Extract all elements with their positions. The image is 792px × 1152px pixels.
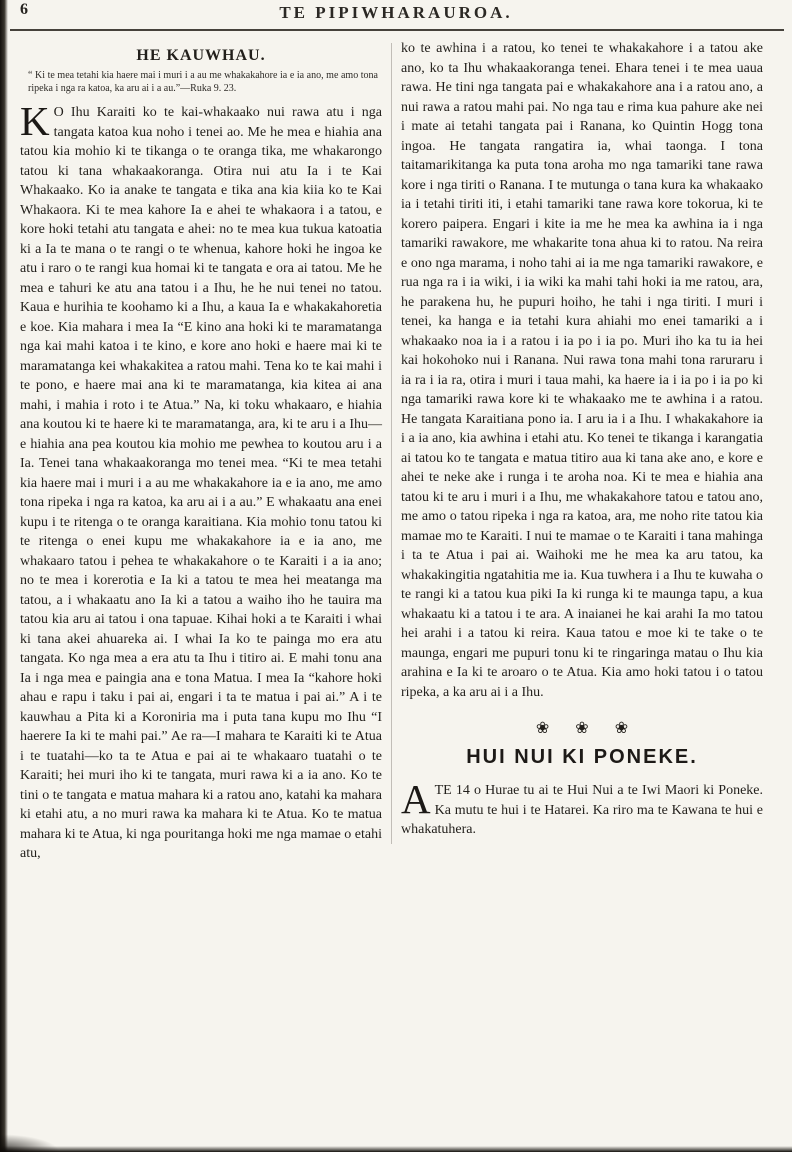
right-column — [401, 39, 763, 864]
article1-body-right-text: ko te awhina i a ratou, ko tenei te whakakahore i a tatou ake ano, ko ta Ihu whakaakoranga tenei. Ehara tenei i te mea uaua rawa. He tini nga tangata pai e whakakahore ana i a ratou ano, a nui rawa a ratou mahi pai. No nga tau e rima kua pahure ake nei i mate ai tetahi tangata pai i Ranana, ko Quintin Hogg tona ingoa. He tangata rangatira ia, whai taonga. I tona taitamarikitanga ka puta tona aroha mo nga tamariki tane rawa kore i nga tiriti o Ranana. I te mutunga o tana kura ka whakaako ia i tetahi tiriti iti, i etahi tamariki tane rawa kore tokorua, ki te korero paipera. Engari i kite ia me he mea ka awhina ia i nga tamariki rawakore, me whakarite tona ahua ki to ratou. Na reira e ono nga marama, i noho tahi ai ia me nga tamariki rawakore, e rua nga ra i ia wiki, i ia wiki ka mahi tahi hoki ia me ratou, ara, he parakena hu, he pupuri hoiho, he tahi i nga tiriti. I muri i tenei, ka hanga e ia tetahi kura ahiahi mo enei tamariki a i whakaako noa ia i a ratou i ia po i ia po. Muri iho ka tu ia hei kai hokohoko nui i Ranana. Nui rawa tona mahi tona raruraru i ia ra i ia ra, otira i muri i taua mahi, ka haere ia i ia po i ia po ki nga tamariki rawa kore ki te whakaako me te awhina i a ratou. He tangata Karaitiana pono ia. I aru ia i a Ihu. I whakakahore ia i a ia ano, kia awhina i etahi atu. Ko tenei te tikanga i karangatia ai tatou ko te tangata e matua titiro aua ki tana ake ano, e kore e ahei te neke ake i runga i te aroha noa. Ki te mea e hiahia ana tatou ki te aru i muri i a Ihu, me whakakahore tatou e tatou ano, me amo o tatou ripeka i nga ra katoa, ara, me noho rite tatou kia mamae mo te Karaiti. I nui te mamae o te Karaiti i tana mahinga i ta te Atua i pai ai. Waihoki me he mea ka aru tatou, ka whakakingitia ngatahitia me ia. Kua tuwhera i a Ihu te kuwaha o te rangi ki a tatou kua piki Ia ki runga ki te maunga tapu, a kua whakaatu ki a tatou i te ara. A inaianei he kai arahi Ia mo tatou hei arahi i a tatou ki reira. Kaua tatou e moe ki te take o te maunga, engari me pupuri tonu ki te ringaringa matau o Ihu kia arahina e Ia ki te aroaro o te Atua. Kia amo hoki tatou i o tatou ripeka, a ka aru ai i a Ihu. — [401, 41, 763, 700]
article1-title: HE KAUWHAU. — [136, 47, 266, 64]
article1-body-left-paragraph — [20, 98, 382, 864]
article2-body-text: TE 14 o Hurae tu ai te Hui Nui a te Iwi Maori ki Poneke. Ka mutu te hui i te Hatarei. Ka riro ma te Kawana te hui e whakatuhera. — [401, 783, 763, 837]
two-column-body — [0, 31, 792, 864]
column-rule — [391, 43, 392, 844]
masthead: TE PIPIWHARAUROA. — [279, 3, 513, 22]
scan-corner-smudge — [0, 1134, 60, 1152]
article1-epigraph: “ Ki te mea tetahi kia haere mai i muri i a au me whakakahore ia e ia ano, me amo tona ripeka i nga ra katoa, ka aru ai i a au.”—Ruka 9. 23. — [28, 70, 378, 94]
article2-title: HUI NUI KI PONEKE. — [466, 746, 698, 768]
article2-dropcap: A — [401, 776, 431, 822]
left-column — [20, 39, 382, 864]
article1-body-right-paragraph — [401, 39, 763, 702]
page-header — [0, 0, 792, 27]
article1-body-left-text: O Ihu Karaiti ko te kai-whakaako nui rawa atu i nga tangata katoa kua noho i tenei ao. Me he mea e hiahia ana tatou kia mohio ki te tikanga o te oranga tika, me whakarongo tatou ki tana whakaakoranga. Otira nui atu Ia i te Kai Whakaako. Ko ia anake te tangata e tika ana kia kiia ko te Kai Whakaora. Ki te mea kahore Ia e ahei te whakaora i a tatou, e kore hoki tetahi atu tangata e ahei: no te mea kua tukua katoatia ki a Ia te mana o te rangi o te whenua, kahore hoki he ingoa ke atu i raro o te rangi kua homai ki te tangata e ora ai tatou. Me he mea e tahuri ke atu ana tatou i a Ihu, he he nui tenei no tatou. Kaua e hurihia te koohamo ki a Ihu, a kaua Ia e whakakahoretia e koe. Kia mahara i mea Ia “E kino ana hoki ki te maramatanga nga kai mahi katoa i te kino, e kore ano hoki e haere mai ki te maramatanga kei whakakitea a ratou mahi. Tena ko te kai mahi i te pono, e haere mai ana ki te maramatanga, kia kitea ai ana mahi, i mahia i roto i te Atua.” Na, ki toku whakaaro, e hiahia ana koutou ki te haere ki te maramatanga, ara, ki te aru i a Ihu—e hiahia ana pea koutou kia mohio me pewhea to koutou aru i a Ia. Tenei tana whakaakoranga mo tenei mea. “Ki te mea tetahi kia haere mai i muri i a au me whakakahore ia e ia ano, me amo tona ripeka i nga ra katoa, ka aru ai i a au.” E whakaatu ana enei kupu i te ritenga o te oranga karaitiana. Kia mohio tonu tatou ki te ritenga o enei kupu me whakakahore ia e ia ano, me whakaaro tatou i pehea te whakakahore o te Karaiti i a ia ano; no te mea i korerotia e Ia ki a tatou te mea hei meatanga ma tatou, a i whakaatu ano Ia ki a tatou a waiho iho he tauira ma tatou kia aru ai tatou i ona tapuae. Kihai hoki a te Karaiti i whai ki tana akei ahuareka ai. I whai Ia ko te painga mo era atu tangata. Ko nga mea a era atu ta Ihu i titiro ai. E mahi tonu ana Ia i nga mea e paingia ana e tona Matua. I mea Ia “kahore hoki ahau e rapu i taku i pai ai, engari i ta te matua i pai ai.” A i te kauwhau a Pita ki a Koroniria ma i puta tana kupu mo Ihu “I haerere Ia ki te mahi pai.” Ae ra—I mahara te Karaiti ki te Atua i te tuatahi—ko ta te Atua e pai ai te whakaaro tuatahi o te Karaiti; hei muri iho ki te tangata, muri rawa ki a ia ano. Ko te tini o te tangata e matua mahara ki a ratou ano, katahi ka mahara ki etahi atu, a no muri rawa ka mahara ki te Atua. Ko te matua mahara ki te Atua, ki nga pouritanga hoki me nga mamae o etahi atu, — [20, 105, 382, 861]
ornament-row-flower-icons: ❀❀❀ — [535, 720, 655, 737]
article2-body-paragraph — [401, 776, 763, 840]
scan-edge-bottom — [0, 1146, 792, 1152]
scan-edge-left — [0, 0, 8, 1152]
article1-dropcap: K — [20, 98, 50, 144]
page-number: 6 — [20, 1, 28, 18]
